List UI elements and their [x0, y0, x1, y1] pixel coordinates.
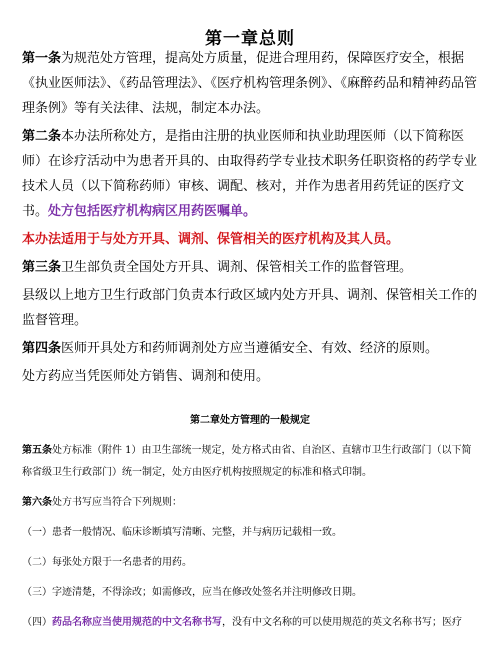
rule-4 [22, 612, 478, 634]
rule-1-text: 患者一般情况、临床诊断填写清晰、完整，并与病历记载相一致。 [52, 527, 342, 538]
article-6 [22, 492, 478, 514]
chapter-1-title: 第一章总则 [205, 29, 295, 49]
article-4-label: 第四条 [22, 341, 62, 356]
rule-4-number: （四） [22, 617, 52, 628]
rule-1-number: （一） [22, 527, 52, 538]
article-4-text: 医师开具处方和药师调剂处方应当遵循安全、有效、经济的原则。 [61, 341, 439, 356]
article-1-label: 第一条 [22, 51, 62, 66]
article-3-label: 第三条 [22, 260, 62, 275]
chapter-2-title: 第二章处方管理的一般规定 [190, 415, 310, 426]
article-2-highlight: 处方包括医疗机构病区用药医嘱单。 [48, 204, 257, 219]
rule-2-number: （二） [22, 557, 52, 568]
scope-statement: 本办法适用于与处方开具、调剂、保管相关的医疗机构及其人员。 [22, 232, 400, 247]
article-4-paragraph-2: 处方药应当凭医师处方销售、调剂和使用。 [22, 369, 270, 384]
article-6-text: 处方书写应当符合下列规则： [52, 497, 182, 508]
article-3 [22, 255, 478, 280]
article-2 [22, 124, 478, 224]
rule-3-text: 字迹清楚，不得涂改；如需修改，应当在修改处签名并注明修改日期。 [52, 587, 362, 598]
article-3-paragraph-2: 县级以上地方卫生行政部门负责本行政区域内处方开具、调剂、保管相关工作的监督管理。 [22, 288, 478, 328]
article-6-label: 第六条 [22, 497, 52, 508]
rule-3 [22, 582, 478, 604]
article-1 [22, 46, 478, 121]
article-5-label: 第五条 [22, 445, 52, 456]
rule-2 [22, 552, 478, 574]
article-1-text: 为规范处方管理，提高处方质量，促进合理用药，保障医疗安全，根据《执业医师法》、《药品管理法》、《医疗机构管理条例》、《麻醉药品和精神药品管理条例》等有关法律、法规，制定本办法。 [22, 51, 478, 116]
article-4 [22, 336, 478, 361]
rule-1 [22, 522, 478, 544]
article-2-text: 本办法所称处方，是指由注册的执业医师和执业助理医师（以下简称医师）在诊疗活动中为患者开具的、由取得药学专业技术职务任职资格的药学专业技术人员（以下简称药师）审核、调配、核对，并作为患者用药凭证的医疗文书。 [22, 129, 478, 219]
rule-4-highlight: 药品名称应当使用规范的中文名称书写 [52, 617, 222, 628]
article-5 [22, 440, 478, 484]
rule-4-text: ，没有中文名称的可以使用规范的英文名称书写；医疗 [222, 617, 462, 628]
rule-3-number: （三） [22, 587, 52, 598]
article-2-label: 第二条 [22, 129, 62, 144]
rule-2-text: 每张处方限于一名患者的用药。 [52, 557, 192, 568]
article-3-text: 卫生部负责全国处方开具、调剂、保管相关工作的监督管理。 [61, 260, 413, 275]
article-5-text: 处方标准（附件 1）由卫生部统一规定，处方格式由省、自治区、直辖市卫生行政部门（以下简称省级卫生行政部门）统一制定，处方由医疗机构按照规定的标准和格式印制。 [22, 445, 472, 478]
